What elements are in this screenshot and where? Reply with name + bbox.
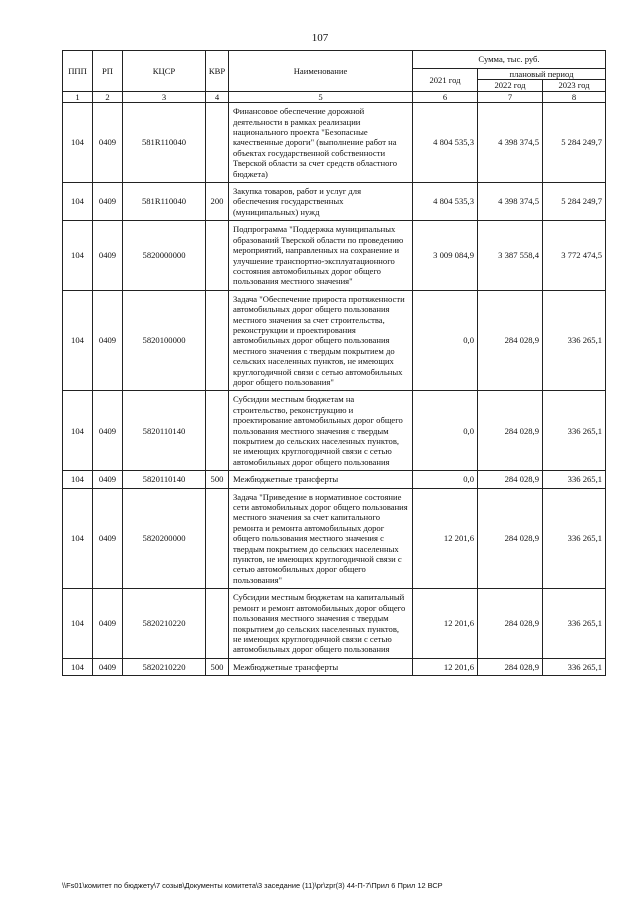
cell-rp: 0409 bbox=[93, 183, 123, 221]
cell-rp: 0409 bbox=[93, 103, 123, 183]
cell-2023: 336 265,1 bbox=[543, 488, 606, 589]
table-row bbox=[63, 391, 606, 471]
cell-rp: 0409 bbox=[93, 221, 123, 290]
cell-2023: 336 265,1 bbox=[543, 471, 606, 488]
cell-2021: 0,0 bbox=[413, 391, 478, 471]
cell-2023: 336 265,1 bbox=[543, 658, 606, 675]
cell-2021: 12 201,6 bbox=[413, 589, 478, 658]
cell-2022: 284 028,9 bbox=[478, 488, 543, 589]
cell-2021: 4 804 535,3 bbox=[413, 103, 478, 183]
cell-kcsr: 5820210220 bbox=[123, 658, 206, 675]
cell-ppp: 104 bbox=[63, 103, 93, 183]
cell-name: Межбюджетные трансферты bbox=[229, 471, 413, 488]
cell-rp: 0409 bbox=[93, 471, 123, 488]
header-year-2023: 2023 год bbox=[543, 80, 606, 91]
cell-name: Межбюджетные трансферты bbox=[229, 658, 413, 675]
cell-ppp: 104 bbox=[63, 488, 93, 589]
cell-2021: 0,0 bbox=[413, 471, 478, 488]
header-name: Наименование bbox=[229, 51, 413, 92]
cell-rp: 0409 bbox=[93, 391, 123, 471]
table-row bbox=[63, 658, 606, 675]
table-row bbox=[63, 290, 606, 391]
header-ppp: ППП bbox=[63, 51, 93, 92]
table-row bbox=[63, 183, 606, 221]
cell-2021: 3 009 084,9 bbox=[413, 221, 478, 290]
cell-kvr bbox=[206, 290, 229, 391]
table-row bbox=[63, 488, 606, 589]
budget-table bbox=[62, 50, 606, 676]
column-number: 6 bbox=[413, 91, 478, 102]
cell-ppp: 104 bbox=[63, 471, 93, 488]
cell-kcsr: 5820210220 bbox=[123, 589, 206, 658]
footer-file-path: \\Fs01\комитет по бюджету\7 созыв\Документы комитета\3 заседание (11)\pr\zpr(3) 44-П-7\Прил 6 Прил 12 ВСР bbox=[62, 881, 443, 890]
cell-ppp: 104 bbox=[63, 391, 93, 471]
column-number: 4 bbox=[206, 91, 229, 102]
cell-name: Субсидии местным бюджетам на строительство, реконструкцию и проектирование автомобильных дорог общего пользования местного значения с твердым покрытием до сельских населенных пунктов, не имеющих круглогодичной связи с сетью автомобильных дорог общего пользования bbox=[229, 391, 413, 471]
cell-2023: 3 772 474,5 bbox=[543, 221, 606, 290]
cell-kvr bbox=[206, 103, 229, 183]
header-rp: РП bbox=[93, 51, 123, 92]
cell-name: Закупка товаров, работ и услуг для обеспечения государственных (муниципальных) нужд bbox=[229, 183, 413, 221]
column-number: 1 bbox=[63, 91, 93, 102]
cell-2022: 284 028,9 bbox=[478, 658, 543, 675]
cell-name: Задача "Обеспечение прироста протяженности автомобильных дорог общего пользования местного значения за счет строительства, реконструкции и проектирования автомобильных дорог общего пользования местного значения с твердым покрытием до сельских населенных пунктов, не имеющих круглогодичной связи с сетью автомобильных дорог общего пользования" bbox=[229, 290, 413, 391]
cell-kcsr: 581R110040 bbox=[123, 103, 206, 183]
table-body bbox=[63, 91, 606, 675]
cell-rp: 0409 bbox=[93, 488, 123, 589]
cell-2023: 336 265,1 bbox=[543, 290, 606, 391]
cell-ppp: 104 bbox=[63, 290, 93, 391]
cell-kcsr: 5820110140 bbox=[123, 391, 206, 471]
cell-name: Подпрограмма "Поддержка муниципальных образований Тверской области по проведению мероприятий, направленных на сохранение и улучшение транспортно-эксплуатационного состояния автомобильных дорог общего пользования местного значения" bbox=[229, 221, 413, 290]
cell-kvr bbox=[206, 391, 229, 471]
cell-ppp: 104 bbox=[63, 183, 93, 221]
column-number: 5 bbox=[229, 91, 413, 102]
header-year-2022: 2022 год bbox=[478, 80, 543, 91]
column-number: 8 bbox=[543, 91, 606, 102]
cell-2022: 4 398 374,5 bbox=[478, 183, 543, 221]
column-numbers-row bbox=[63, 91, 606, 102]
cell-2022: 284 028,9 bbox=[478, 391, 543, 471]
cell-kcsr: 581R110040 bbox=[123, 183, 206, 221]
cell-2021: 12 201,6 bbox=[413, 488, 478, 589]
header-planned-period: плановый период bbox=[478, 69, 606, 80]
cell-rp: 0409 bbox=[93, 658, 123, 675]
table-row bbox=[63, 103, 606, 183]
cell-name: Задача "Приведение в нормативное состояние сети автомобильных дорог общего пользования местного значения за счет капитального ремонта и ремонта автомобильных дорог общего пользования местного значения с твердым покрытием до сельских населенных пунктов, не имеющих круглогодичной связи с сетью автомобильных дорог общего пользования" bbox=[229, 488, 413, 589]
column-number: 3 bbox=[123, 91, 206, 102]
header-sum: Сумма, тыс. руб. bbox=[413, 51, 606, 69]
cell-2023: 336 265,1 bbox=[543, 589, 606, 658]
cell-kvr bbox=[206, 589, 229, 658]
table-row bbox=[63, 589, 606, 658]
cell-2022: 3 387 558,4 bbox=[478, 221, 543, 290]
table-row bbox=[63, 471, 606, 488]
header-kcsr: КЦСР bbox=[123, 51, 206, 92]
cell-kvr: 500 bbox=[206, 471, 229, 488]
cell-2022: 4 398 374,5 bbox=[478, 103, 543, 183]
cell-kvr: 200 bbox=[206, 183, 229, 221]
cell-ppp: 104 bbox=[63, 658, 93, 675]
cell-2023: 336 265,1 bbox=[543, 391, 606, 471]
cell-ppp: 104 bbox=[63, 589, 93, 658]
cell-rp: 0409 bbox=[93, 290, 123, 391]
cell-kcsr: 5820200000 bbox=[123, 488, 206, 589]
header-kvr: КВР bbox=[206, 51, 229, 92]
cell-2021: 12 201,6 bbox=[413, 658, 478, 675]
cell-2022: 284 028,9 bbox=[478, 290, 543, 391]
cell-rp: 0409 bbox=[93, 589, 123, 658]
column-number: 7 bbox=[478, 91, 543, 102]
cell-name: Субсидии местным бюджетам на капитальный ремонт и ремонт автомобильных дорог общего пользования местного значения с твердым покрытием до сельских населенных пунктов, не имеющих круглогодичной связи с сетью автомобильных дорог общего пользования bbox=[229, 589, 413, 658]
cell-kcsr: 5820110140 bbox=[123, 471, 206, 488]
cell-2022: 284 028,9 bbox=[478, 471, 543, 488]
page-number: 107 bbox=[311, 32, 329, 44]
cell-kvr bbox=[206, 488, 229, 589]
cell-2022: 284 028,9 bbox=[478, 589, 543, 658]
cell-kcsr: 5820100000 bbox=[123, 290, 206, 391]
header-year-2021: 2021 год bbox=[413, 69, 478, 92]
cell-2023: 5 284 249,7 bbox=[543, 103, 606, 183]
table-row bbox=[63, 221, 606, 290]
column-number: 2 bbox=[93, 91, 123, 102]
cell-2021: 4 804 535,3 bbox=[413, 183, 478, 221]
cell-name: Финансовое обеспечение дорожной деятельности в рамках реализации национального проекта "Безопасные качественные дороги" (выполнение работ на объектах государственной собственности Тверской области за счет средств областного бюджета) bbox=[229, 103, 413, 183]
cell-2023: 5 284 249,7 bbox=[543, 183, 606, 221]
cell-2021: 0,0 bbox=[413, 290, 478, 391]
cell-kcsr: 5820000000 bbox=[123, 221, 206, 290]
cell-kvr bbox=[206, 221, 229, 290]
cell-kvr: 500 bbox=[206, 658, 229, 675]
cell-ppp: 104 bbox=[63, 221, 93, 290]
